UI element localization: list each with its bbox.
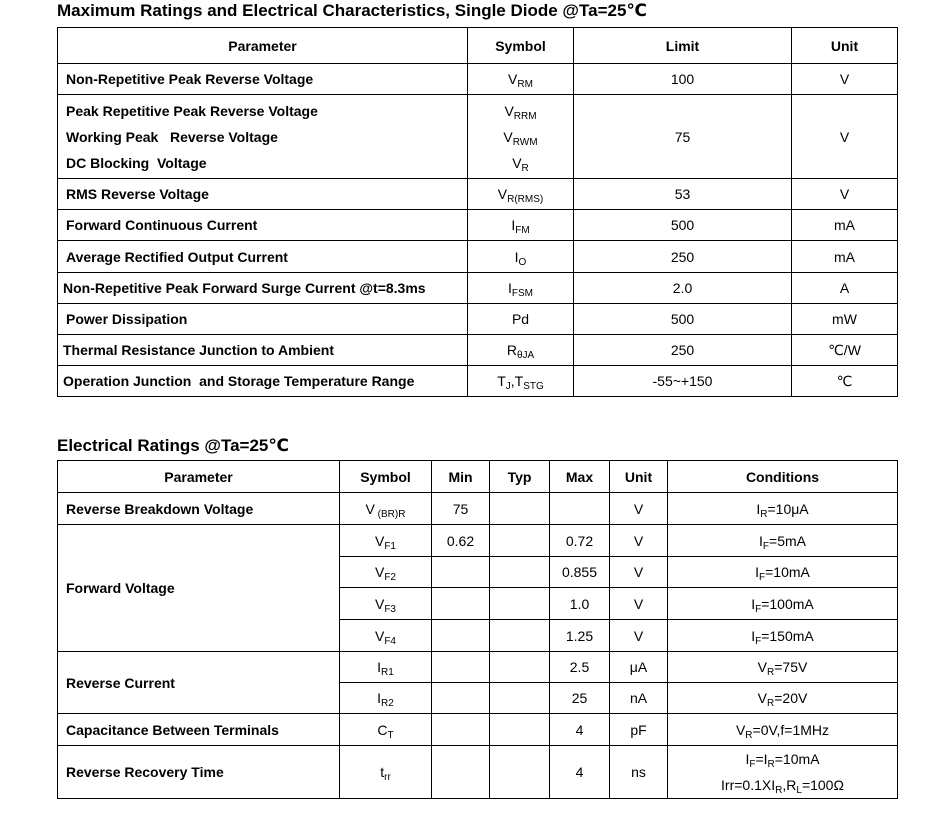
conditions-cell (668, 588, 898, 620)
symbol (468, 150, 573, 176)
max-cell: 0.72 (550, 525, 610, 557)
condition-line (668, 772, 897, 798)
symbol (340, 627, 431, 647)
parameter-cell (58, 273, 468, 304)
condition-line (668, 717, 897, 743)
symbol-main: V (512, 154, 522, 171)
condition-subscript: F (749, 759, 756, 770)
unit-cell: V (610, 588, 668, 620)
table-row (58, 714, 898, 746)
condition-line (668, 746, 897, 772)
header-limit: Limit (574, 28, 792, 64)
table-row (58, 652, 898, 683)
parameter-cell (58, 304, 468, 335)
symbol-subscript: RWM (512, 136, 538, 148)
unit-cell: mW (792, 304, 898, 335)
min-cell: 75 (432, 493, 490, 525)
condition-text: I (755, 564, 760, 580)
parameter-label: Non-Repetitive Peak Reverse Voltage (66, 71, 314, 87)
parameter-label: Non-Repetitive Peak Forward Surge Current @t=8.3ms (63, 280, 426, 296)
symbol-main: I (377, 690, 382, 706)
unit-cell: V (610, 557, 668, 588)
limit-cell: 53 (574, 179, 792, 210)
symbol-subscript: J (505, 381, 511, 392)
symbol-subscript: RM (517, 79, 533, 90)
conditions-cell (668, 714, 898, 746)
symbol (340, 564, 431, 583)
max-cell: 1.25 (550, 620, 610, 652)
parameter-label: Working Peak Reverse Voltage (66, 128, 278, 145)
header-parameter: Parameter (58, 461, 340, 493)
symbol-subscript: (BR)R (374, 508, 406, 520)
symbol-subscript: R2 (381, 698, 394, 709)
symbol (340, 659, 431, 678)
symbol-cell (468, 95, 574, 179)
symbol-subscript: F3 (384, 603, 396, 615)
unit-cell: V (610, 493, 668, 525)
unit-cell: A (792, 273, 898, 304)
condition-subscript: R (745, 729, 753, 741)
header-conditions: Conditions (668, 461, 898, 493)
condition-text: Irr=0.1XI (721, 777, 776, 793)
typ-cell (490, 620, 550, 652)
unit-cell: mA (792, 210, 898, 241)
symbol-main: V (497, 186, 508, 202)
condition-text: =20V (774, 690, 808, 706)
condition-subscript: F (762, 540, 770, 552)
condition-text: I (751, 595, 756, 612)
condition-text: =0V,f=1MHz (752, 721, 830, 738)
condition-text: I (745, 751, 750, 767)
table-row (58, 273, 898, 304)
condition-line (668, 654, 897, 680)
condition-line (668, 591, 897, 617)
symbol-subscript: R1 (381, 667, 394, 678)
symbol-main: I (514, 248, 519, 265)
symbol-subscript: RRM (513, 110, 537, 122)
symbol (468, 244, 573, 270)
condition-line (668, 685, 897, 711)
table-row (58, 525, 898, 557)
symbol-main: V (503, 128, 513, 145)
min-cell (432, 652, 490, 683)
max-cell: 2.5 (550, 652, 610, 683)
typ-cell (490, 493, 550, 525)
symbol (468, 337, 573, 363)
table-row (58, 366, 898, 397)
symbol-subscript: T (387, 729, 394, 741)
unit-cell: V (792, 64, 898, 95)
condition-subscript: L (796, 785, 802, 796)
condition-text: =100mA (761, 595, 814, 612)
symbol-cell (468, 64, 574, 95)
symbol (468, 98, 573, 124)
table-row (58, 746, 898, 799)
symbol-main: V (504, 102, 514, 119)
parameter-label: Forward Continuous Current (66, 217, 258, 233)
max-cell: 1.0 (550, 588, 610, 620)
typ-cell (490, 557, 550, 588)
max-cell: 4 (550, 746, 610, 799)
parameter-cell: Reverse Current (58, 652, 340, 714)
symbol-main: ,T (510, 373, 524, 389)
limit-cell: 500 (574, 304, 792, 335)
min-cell (432, 746, 490, 799)
parameter-cell: Forward Voltage (58, 525, 340, 652)
symbol (468, 212, 573, 238)
parameter-cell: Reverse Breakdown Voltage (58, 493, 340, 525)
condition-text: V (757, 690, 767, 706)
parameter-cell (58, 179, 468, 210)
unit-cell: pF (610, 714, 668, 746)
table-row (58, 179, 898, 210)
symbol-subscript: F1 (384, 540, 396, 552)
symbol-cell (468, 273, 574, 304)
typ-cell (490, 683, 550, 714)
condition-line (668, 559, 897, 585)
typ-cell (490, 714, 550, 746)
symbol (340, 690, 431, 709)
symbol-cell (340, 683, 432, 714)
condition-text: =I (755, 751, 768, 767)
condition-text: =10mA (774, 751, 820, 767)
header-max: Max (550, 461, 610, 493)
unit-cell: V (610, 620, 668, 652)
parameter-cell (58, 366, 468, 397)
conditions-cell (668, 652, 898, 683)
parameter-cell (58, 335, 468, 366)
parameter-cell: Capacitance Between Terminals (58, 714, 340, 746)
parameter-label: Peak Repetitive Peak Reverse Voltage (66, 102, 318, 119)
symbol-subscript: rr (384, 772, 391, 783)
min-cell (432, 683, 490, 714)
symbol (340, 595, 431, 615)
max-cell: 25 (550, 683, 610, 714)
symbol-cell (468, 335, 574, 366)
parameter-label: RMS Reverse Voltage (66, 186, 209, 202)
symbol-cell (468, 241, 574, 273)
condition-line (668, 528, 897, 554)
symbol-cell (468, 304, 574, 335)
symbol-cell (340, 493, 432, 525)
condition-subscript: R (760, 508, 768, 520)
symbol (468, 181, 573, 207)
typ-cell (490, 652, 550, 683)
condition-subscript: F (755, 603, 762, 615)
min-cell (432, 714, 490, 746)
symbol-main: I (511, 217, 516, 233)
symbol-cell (340, 588, 432, 620)
condition-text: =100Ω (801, 777, 844, 793)
table-row (58, 210, 898, 241)
condition-text: =150mA (761, 627, 814, 644)
condition-line (668, 496, 897, 522)
table-row (58, 304, 898, 335)
parameter-label: Average Rectified Output Current (66, 248, 288, 265)
symbol-subscript: FM (515, 225, 530, 236)
symbol-cell (340, 620, 432, 652)
condition-text: =75V (774, 659, 808, 675)
parameter-cell (58, 241, 468, 273)
condition-subscript: R (767, 667, 775, 678)
symbol-subscript: R(RMS) (507, 194, 544, 205)
min-cell: 0.62 (432, 525, 490, 557)
symbol-main: V (365, 500, 375, 517)
conditions-cell (668, 746, 898, 799)
conditions-cell (668, 557, 898, 588)
parameter-label: DC Blocking Voltage (66, 154, 207, 171)
condition-subscript: R (775, 785, 783, 796)
condition-text: V (757, 659, 767, 675)
unit-cell: V (610, 525, 668, 557)
table-row (58, 64, 898, 95)
symbol (468, 124, 573, 150)
symbol-cell (468, 179, 574, 210)
typ-cell (490, 525, 550, 557)
symbol-main: t (380, 764, 385, 780)
limit-cell: 500 (574, 210, 792, 241)
limit-cell: 75 (574, 95, 792, 179)
condition-text: I (751, 627, 756, 644)
limit-cell: 100 (574, 64, 792, 95)
parameter-label: Thermal Resistance Junction to Ambient (63, 342, 334, 358)
symbol-main: V (374, 532, 385, 549)
unit-cell: V (792, 95, 898, 179)
symbol-subscript: O (518, 256, 527, 268)
condition-text: V (735, 721, 746, 738)
symbol (340, 764, 431, 783)
table1-title: Maximum Ratings and Electrical Characteristics, Single Diode @Ta=25℃ (57, 1, 648, 20)
symbol-subscript: F2 (384, 572, 396, 583)
symbol-main: V (508, 71, 518, 87)
condition-text: I (756, 500, 761, 517)
unit-cell: mA (792, 241, 898, 273)
parameter-cell (58, 64, 468, 95)
symbol (468, 275, 573, 301)
conditions-cell (668, 620, 898, 652)
unit-cell: ns (610, 746, 668, 799)
symbol (340, 500, 431, 520)
symbol-main: C (377, 721, 388, 738)
header-unit: Unit (792, 28, 898, 64)
max-cell (550, 493, 610, 525)
unit-cell: μA (610, 652, 668, 683)
symbol-subscript: R (521, 162, 529, 174)
condition-line (668, 623, 897, 649)
table-row (58, 493, 898, 525)
parameter-cell (58, 210, 468, 241)
min-cell (432, 557, 490, 588)
symbol-subscript: FSM (511, 288, 533, 299)
condition-text: I (759, 532, 763, 549)
limit-cell: 2.0 (574, 273, 792, 304)
typ-cell (490, 746, 550, 799)
symbol-cell (340, 525, 432, 557)
symbol-main: Pd (511, 311, 530, 327)
symbol (468, 66, 573, 92)
condition-subscript: R (767, 698, 775, 709)
limit-cell: 250 (574, 241, 792, 273)
symbol-subscript: F4 (384, 635, 396, 647)
condition-text: =10mA (765, 564, 810, 580)
parameter-label: Operation Junction and Storage Temperature Range (63, 373, 415, 389)
symbol (468, 306, 573, 332)
unit-cell: V (792, 179, 898, 210)
symbol-main: V (374, 627, 385, 644)
symbol-cell (340, 714, 432, 746)
conditions-cell (668, 683, 898, 714)
conditions-cell (668, 525, 898, 557)
table-row (58, 335, 898, 366)
header-symbol: Symbol (340, 461, 432, 493)
unit-cell: nA (610, 683, 668, 714)
symbol-main: V (374, 595, 385, 612)
symbol (340, 721, 431, 741)
symbol-cell (340, 557, 432, 588)
parameter-cell: Reverse Recovery Time (58, 746, 340, 799)
symbol-main: I (508, 280, 512, 296)
condition-text: ,R (782, 777, 797, 793)
conditions-cell (668, 493, 898, 525)
condition-text: =5mA (769, 532, 806, 549)
symbol-main: T (497, 373, 506, 389)
symbol-cell (340, 746, 432, 799)
unit-cell: ℃/W (792, 335, 898, 366)
table-row (58, 95, 898, 179)
limit-cell: 250 (574, 335, 792, 366)
symbol (340, 532, 431, 552)
limit-cell: -55~+150 (574, 366, 792, 397)
header-typ: Typ (490, 461, 550, 493)
parameter-cell (58, 95, 468, 179)
table-row (58, 241, 898, 273)
header-unit: Unit (610, 461, 668, 493)
unit-cell: ℃ (792, 366, 898, 397)
table2-title: Electrical Ratings @Ta=25℃ (57, 436, 289, 455)
symbol-cell (340, 652, 432, 683)
symbol-cell (468, 366, 574, 397)
header-symbol: Symbol (468, 28, 574, 64)
min-cell (432, 620, 490, 652)
symbol-main: V (374, 564, 385, 580)
symbol-main: R (506, 342, 517, 358)
condition-subscript: F (755, 635, 762, 647)
max-cell: 0.855 (550, 557, 610, 588)
condition-text: =10μA (767, 500, 809, 517)
symbol-subscript: STG (523, 381, 544, 392)
condition-subscript: F (759, 572, 766, 583)
header-min: Min (432, 461, 490, 493)
symbol-main: I (377, 659, 382, 675)
electrical-ratings-table (57, 460, 898, 799)
max-cell: 4 (550, 714, 610, 746)
max-ratings-table (57, 27, 898, 397)
symbol-cell (468, 210, 574, 241)
symbol (468, 368, 573, 394)
symbol-subscript: θJA (516, 350, 535, 361)
header-parameter: Parameter (58, 28, 468, 64)
parameter-label: Power Dissipation (66, 311, 188, 327)
min-cell (432, 588, 490, 620)
condition-subscript: R (767, 759, 775, 770)
typ-cell (490, 588, 550, 620)
